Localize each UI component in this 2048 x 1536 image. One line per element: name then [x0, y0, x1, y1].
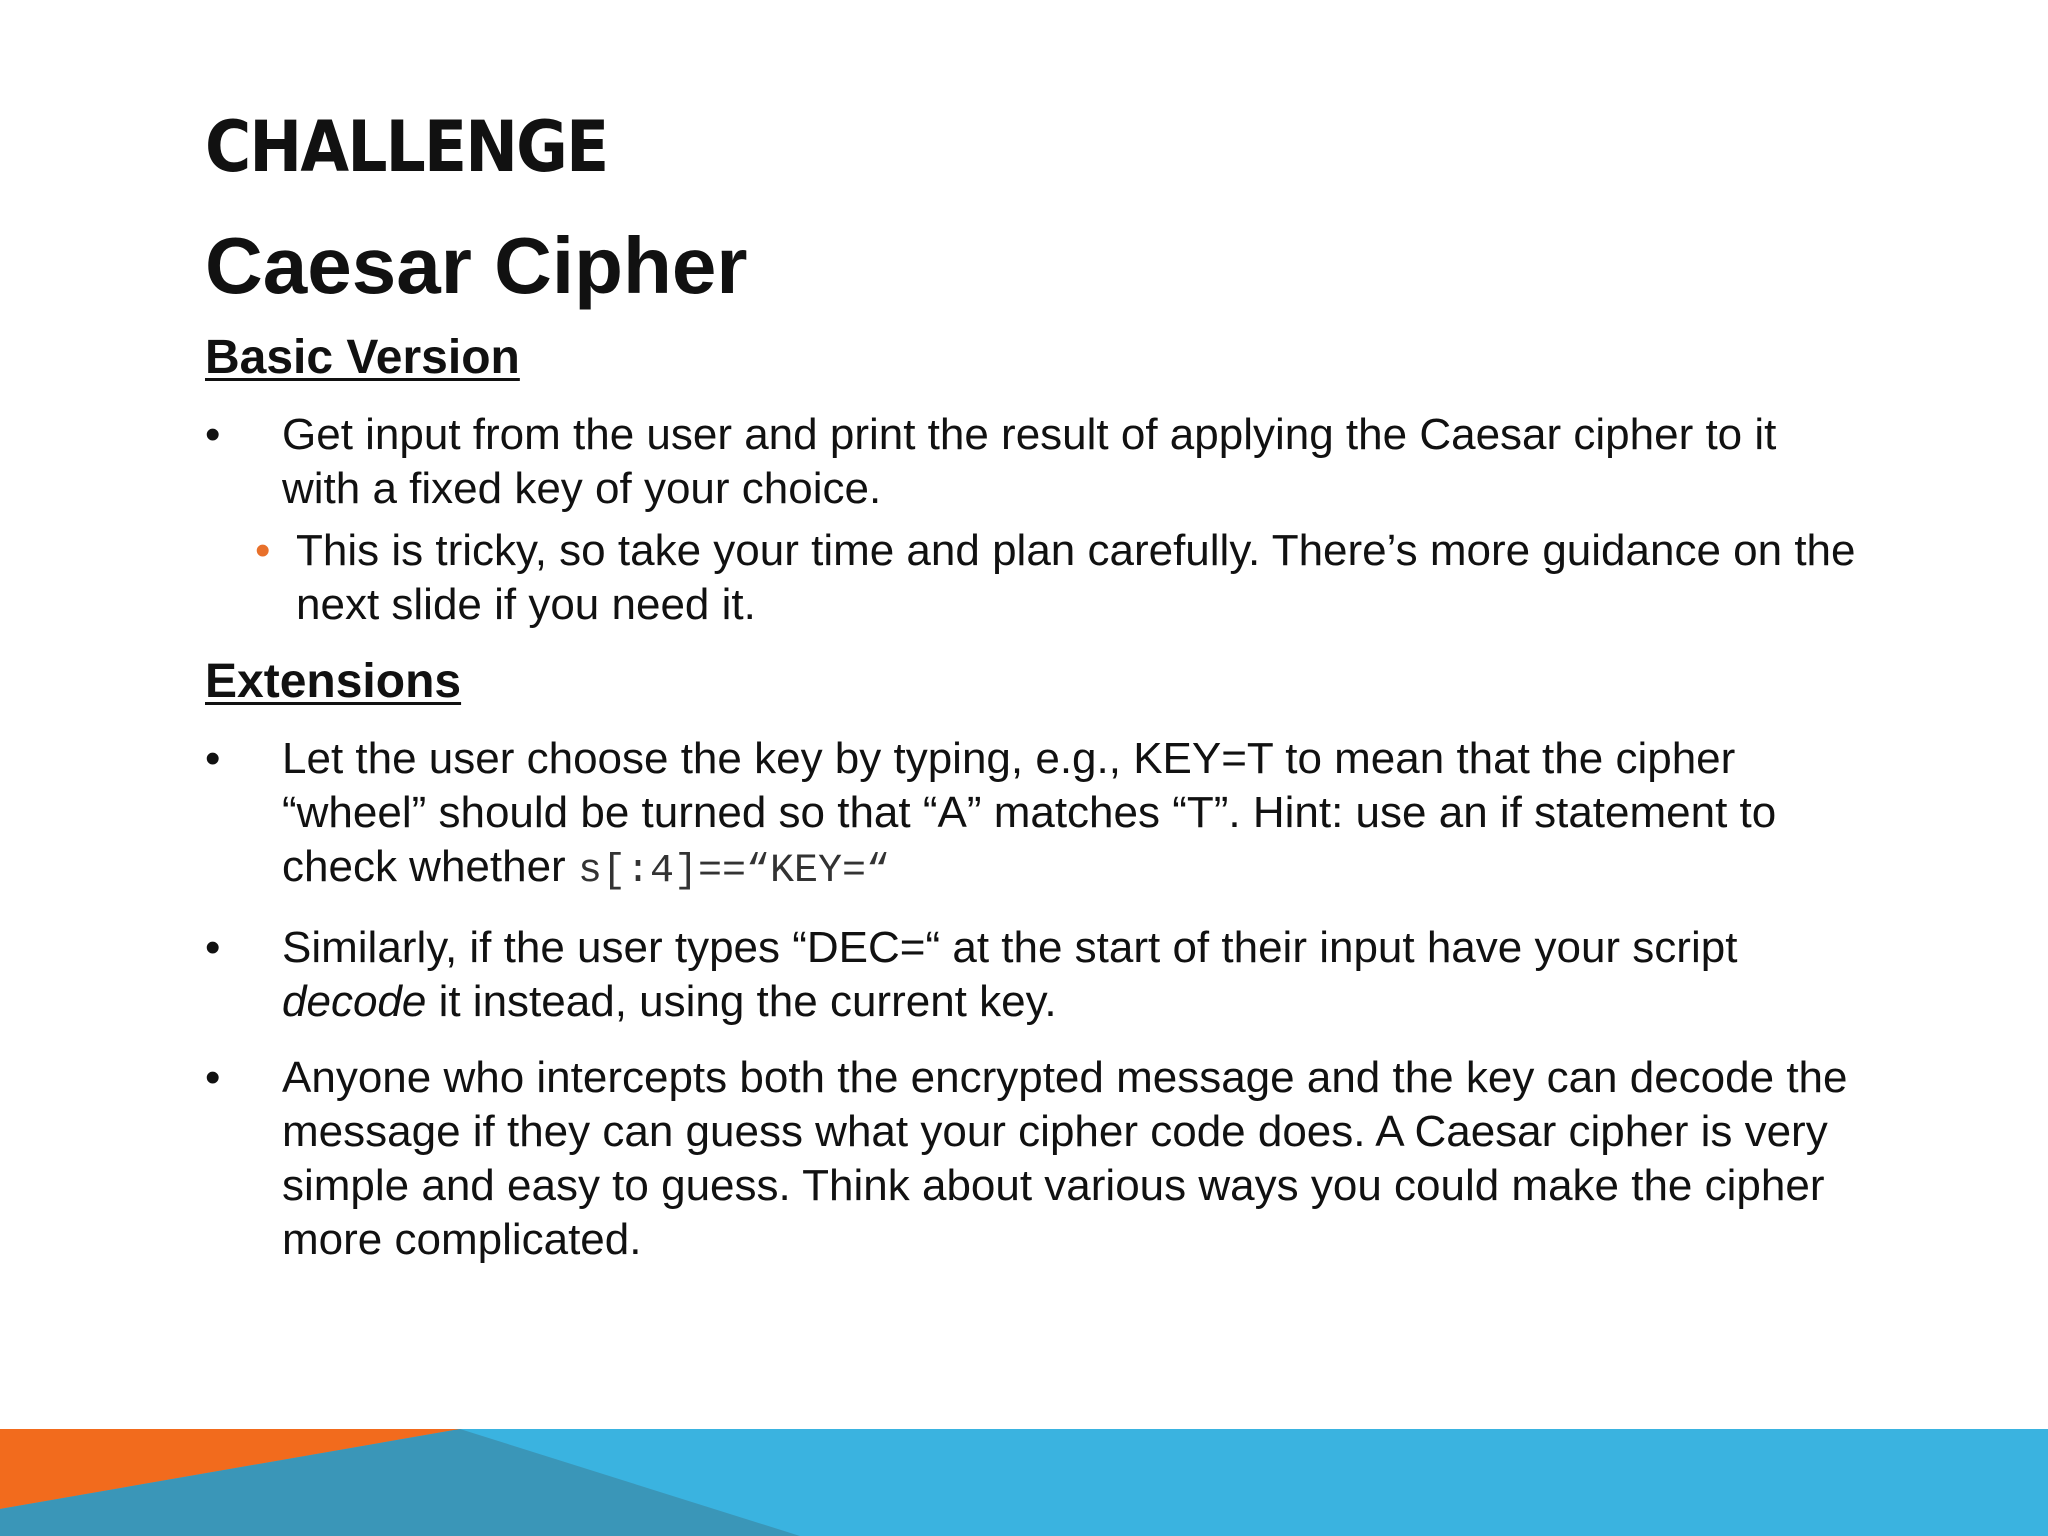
bullet-icon: • — [205, 410, 221, 459]
list-item — [205, 1051, 1865, 1267]
slide-content — [205, 330, 1865, 1267]
list-item — [205, 408, 1865, 516]
basic-version-list — [205, 408, 1865, 632]
emphasis-text: decode — [282, 977, 427, 1026]
list-item-text: Let the user choose the key by typing, e.g., KEY=T to mean that the cipher “wheel” should be turned so that “A” matches “T”. Hint: use an if statement to check whether — [282, 734, 1777, 891]
slide-subtitle: Caesar Cipher — [205, 221, 748, 310]
list-item-text: Similarly, if the user types “DEC=“ at the start of their input have your script — [282, 923, 1738, 972]
footer-decoration — [0, 1429, 2048, 1536]
list-item-text: Anyone who intercepts both the encrypted message and the key can decode the message if they can guess what your cipher code does. A Caesar cipher is very simple and easy to guess. Think about various ways you could make the cipher more complicated. — [282, 1053, 1848, 1264]
list-item-text: Get input from the user and print the result of applying the Caesar cipher to it with a fixed key of your choice. — [282, 410, 1777, 513]
bullet-icon: • — [205, 734, 221, 783]
code-snippet: s[:4]==“KEY=“ — [577, 849, 890, 894]
basic-version-heading: Basic Version — [205, 331, 520, 384]
sub-bullet-icon: • — [255, 526, 271, 575]
bullet-icon: • — [205, 1053, 221, 1102]
sub-list-item — [205, 524, 1865, 632]
extensions-list — [205, 732, 1865, 1267]
list-item — [205, 921, 1865, 1029]
bullet-icon: • — [205, 923, 221, 972]
list-item — [205, 732, 1865, 899]
slide-title: CHALLENGE — [205, 106, 608, 188]
extensions-heading: Extensions — [205, 655, 462, 708]
list-item-text-end: it instead, using the current key. — [426, 977, 1057, 1026]
sub-list-item-text: This is tricky, so take your time and plan carefully. There’s more guidance on the next slide if you need it. — [296, 526, 1856, 629]
